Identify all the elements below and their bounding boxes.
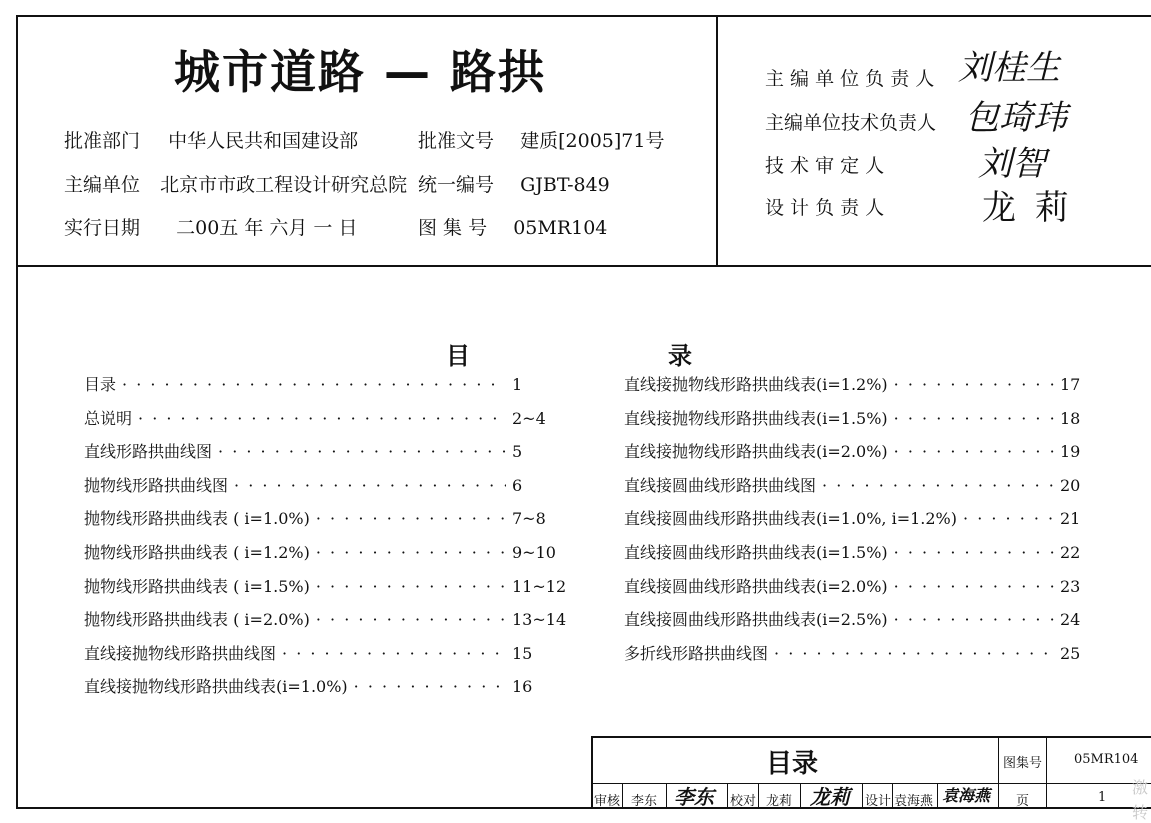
signature: 刘桂生 (958, 48, 1060, 88)
toc-entry-page: 22 (1060, 542, 1081, 562)
leader-dots (894, 409, 1054, 428)
toc-entry-title: 直线接圆曲线形路拱曲线图 (624, 475, 817, 495)
atlas-title: 城市道路 — 路拱 (173, 45, 547, 99)
leader-dots (894, 442, 1054, 461)
toc-entry-page: 16 (512, 677, 533, 697)
toc-entry-title: 目录 (84, 375, 117, 394)
leader-dots (354, 677, 506, 696)
toc-entry-title: 直线接圆曲线形路拱曲线表(i=1.0%, i=1.2%) (624, 509, 958, 529)
check-label: 校对 (730, 794, 757, 809)
toc-entry-page: 23 (1060, 576, 1081, 596)
toc-entry[interactable] (84, 372, 564, 406)
design-signature: 袁海燕 (942, 786, 991, 805)
design-name: 袁海燕 (894, 794, 934, 809)
header-vertical-divider (716, 15, 718, 267)
toc-entry[interactable] (624, 540, 1084, 574)
toc-entry[interactable] (624, 439, 1084, 473)
toc-entry[interactable] (624, 607, 1084, 641)
leader-dots (894, 375, 1054, 394)
leader-dots (122, 375, 506, 394)
info-label: 实行日期 (64, 217, 141, 239)
toc-entry-page: 19 (1060, 442, 1081, 462)
info-label: 批准部门 (64, 130, 141, 152)
page-label: 页 (1016, 794, 1030, 809)
info-value: 北京市市政工程设计研究总院 (160, 174, 408, 196)
info-value: 中华人民共和国建设部 (168, 130, 359, 152)
design-label: 设计 (865, 794, 892, 809)
toc-entry-page: 21 (1060, 509, 1081, 529)
signature: 刘智 (978, 144, 1046, 184)
info-label: 图 集 号 (418, 217, 488, 239)
title-block-vline (937, 783, 938, 809)
review-label: 审核 (594, 794, 621, 809)
responsible-role: 主 编 单 位 负 责 人 (765, 68, 935, 90)
toc-entry[interactable] (84, 439, 564, 473)
page-value: 1 (1098, 790, 1107, 805)
title-block-vline (892, 783, 893, 809)
info-row-editor (64, 170, 407, 197)
toc-heading-right: 录 (668, 342, 692, 370)
toc-entry[interactable] (84, 540, 564, 574)
toc-entry-title: 多折线形路拱曲线图 (624, 643, 769, 663)
toc-entry-page: 9~10 (512, 542, 556, 562)
toc-entry[interactable] (84, 674, 564, 708)
leader-dots (822, 476, 1054, 495)
toc-entry[interactable] (84, 506, 564, 540)
toc-entry[interactable] (624, 506, 1084, 540)
leader-dots (138, 409, 506, 428)
toc-entry-page: 11~12 (512, 576, 567, 596)
responsible-role: 设 计 负 责 人 (765, 197, 885, 219)
watermark-line-2: 转 (1132, 803, 1149, 822)
toc-entry-title: 直线接圆曲线形路拱曲线表(i=1.5%) (624, 542, 888, 562)
leader-dots (963, 509, 1054, 528)
info-row-atlas-no (418, 213, 607, 240)
toc-entry-page: 18 (1060, 408, 1081, 428)
toc-entry-title: 抛物线形路拱曲线图 (84, 475, 229, 495)
toc-entry-page: 24 (1060, 610, 1081, 630)
title-block-vline (758, 783, 759, 809)
sheet-title: 目录 (766, 749, 819, 779)
toc-entry[interactable] (624, 641, 1084, 675)
toc-entry[interactable] (84, 607, 567, 641)
toc-entry-title: 直线接抛物线形路拱曲线表(i=2.0%) (624, 442, 888, 462)
toc-entry[interactable] (84, 641, 564, 675)
toc-entry-page: 13~14 (512, 610, 567, 630)
leader-dots (894, 543, 1054, 562)
toc-entry-page: 1 (512, 375, 523, 394)
toc-entry[interactable] (624, 574, 1084, 608)
toc-entry[interactable] (84, 406, 564, 440)
info-row-approval-no (418, 126, 664, 153)
toc-entry-title: 直线形路拱曲线图 (84, 442, 213, 462)
toc-entry-page: 25 (1060, 643, 1081, 663)
leader-dots (774, 644, 1054, 663)
check-name: 龙莉 (766, 794, 793, 809)
info-value: 05MR104 (513, 217, 608, 239)
toc-entry[interactable] (624, 406, 1084, 440)
info-label: 主编单位 (64, 174, 141, 196)
toc-entry-title: 抛物线形路拱曲线表 ( i=1.2%) (84, 542, 310, 562)
toc-entry-title: 直线接抛物线形路拱曲线表(i=1.0%) (84, 677, 348, 697)
leader-dots (316, 610, 506, 629)
toc-entry[interactable] (624, 372, 1084, 406)
toc-entry-page: 20 (1060, 475, 1081, 495)
leader-dots (316, 509, 506, 528)
signature: 包琦玮 (965, 98, 1067, 138)
toc-entry-title: 直线接圆曲线形路拱曲线表(i=2.0%) (624, 576, 888, 596)
leader-dots (894, 577, 1054, 596)
toc-entry-title: 抛物线形路拱曲线表 ( i=1.5%) (84, 576, 310, 596)
watermark-line-1: 激 (1132, 778, 1149, 797)
toc-entry-title: 直线接抛物线形路拱曲线图 (84, 643, 277, 663)
info-value: 二00五 年 六月 一 日 (176, 217, 358, 239)
toc-heading-left: 目 (446, 342, 470, 370)
leader-dots (218, 442, 506, 461)
info-row-approval (64, 126, 358, 153)
toc-entry-title: 直线接抛物线形路拱曲线表(i=1.5%) (624, 408, 888, 428)
toc-entry-page: 15 (512, 643, 533, 663)
atlas-no-label: 图集号 (1003, 756, 1043, 771)
title-block-vline (1046, 736, 1047, 809)
toc-entry-title: 抛物线形路拱曲线表 ( i=2.0%) (84, 610, 310, 630)
info-row-unified-no (418, 170, 610, 197)
signature: 龙 莉 (982, 188, 1073, 228)
title-block-vline (666, 783, 667, 809)
review-signature: 李东 (674, 785, 714, 809)
atlas-no-value: 05MR104 (1074, 752, 1139, 767)
leader-dots (894, 610, 1054, 629)
leader-dots (234, 476, 506, 495)
info-row-date (64, 213, 357, 240)
responsible-role: 主编单位技术负责人 (765, 112, 937, 134)
toc-entry[interactable] (84, 574, 567, 608)
toc-entry-title: 抛物线形路拱曲线表 ( i=1.0%) (84, 509, 310, 529)
info-label: 统一编号 (418, 174, 495, 196)
toc-entry-page: 5 (512, 442, 523, 462)
toc-entry-title: 直线接抛物线形路拱曲线表(i=1.2%) (624, 375, 888, 394)
responsible-role: 技 术 审 定 人 (765, 155, 885, 177)
toc-right-column (624, 372, 1084, 674)
check-signature: 龙莉 (810, 785, 850, 809)
toc-left-column (84, 372, 567, 708)
leader-dots (316, 543, 506, 562)
toc-entry-page: 2~4 (512, 408, 546, 428)
info-value: GJBT-849 (520, 174, 610, 196)
toc-entry-page: 6 (512, 475, 523, 495)
info-value: 建质[2005]71号 (520, 130, 665, 152)
title-block-vline (622, 783, 623, 809)
toc-entry[interactable] (624, 473, 1084, 507)
leader-dots (282, 644, 506, 663)
toc-entry-page: 7~8 (512, 509, 546, 529)
review-name: 李东 (631, 794, 658, 809)
title-block-vline (727, 783, 728, 809)
title-block-vline (998, 736, 999, 809)
info-label: 批准文号 (418, 130, 495, 152)
toc-entry-title: 直线接圆曲线形路拱曲线表(i=2.5%) (624, 610, 888, 630)
header-divider (16, 265, 1151, 267)
title-block-vline (862, 783, 863, 809)
toc-entry[interactable] (84, 473, 564, 507)
toc-entry-title: 总说明 (84, 408, 133, 428)
leader-dots (316, 577, 506, 596)
title-block-vline (800, 783, 801, 809)
toc-entry-page: 17 (1060, 375, 1081, 394)
